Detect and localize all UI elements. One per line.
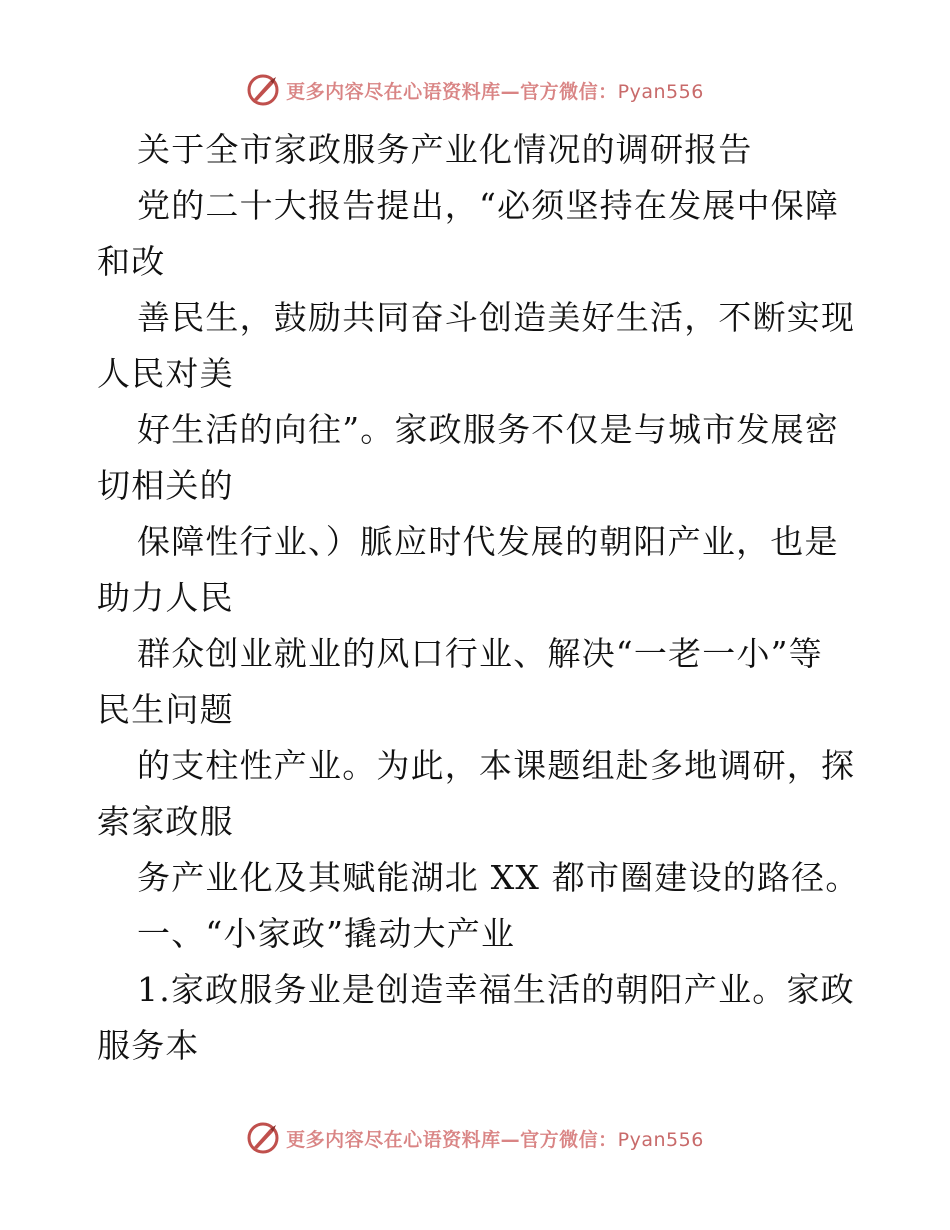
header-banner-handle: Pyan556 <box>617 80 704 103</box>
quill-pen-logo-icon <box>246 73 280 107</box>
document-line: 保障性行业、）脈应时代发展的朝阳产业，也是 <box>137 522 839 561</box>
document-line: 一、“小家政”撬动大产业 <box>137 914 516 953</box>
header-banner-text <box>286 77 704 104</box>
footer-banner-label: 更多内容尽在心语资料库—官方微信： <box>286 1128 618 1151</box>
document-line: 善民生，鼓励共同奋斗创造美好生活，不断实现 <box>137 298 856 337</box>
document-line: 的支柱性产业。为此，本课题组赴多地调研，探 <box>137 746 856 785</box>
document-line: 好生活的向往”。家政服务不仅是与城市发展密 <box>137 410 840 449</box>
footer-banner <box>0 1118 950 1158</box>
quill-pen-logo-icon <box>246 1121 280 1155</box>
document-line: 索家政服 <box>97 802 234 841</box>
document-line: 和改 <box>97 242 166 281</box>
document-line: 群众创业就业的风口行业、解决“一老一小”等 <box>137 634 823 673</box>
document-line: 党的二十大报告提出，“必须坚持在发展中保障 <box>137 186 840 225</box>
document-line: 1.家政服务业是创造幸福生活的朝阳产业。家政 <box>137 970 855 1009</box>
header-banner <box>0 70 950 110</box>
header-banner-label: 更多内容尽在心语资料库—官方微信： <box>286 80 618 103</box>
document-line: 服务本 <box>97 1026 200 1065</box>
document-line: 民生问题 <box>97 690 234 729</box>
footer-banner-handle: Pyan556 <box>617 1128 704 1151</box>
document-body <box>97 122 860 1074</box>
document-line: 助力人民 <box>97 578 234 617</box>
document-line: 人民对美 <box>97 354 234 393</box>
document-lines <box>97 178 860 1074</box>
document-line: 切相关的 <box>97 466 234 505</box>
document-line: 务产业化及其赋能湖北 XX 都市圈建设的路径。 <box>137 858 860 897</box>
document-title: 关于全市家政服务产业化情况的调研报告 <box>137 130 753 169</box>
footer-banner-text <box>286 1125 704 1152</box>
